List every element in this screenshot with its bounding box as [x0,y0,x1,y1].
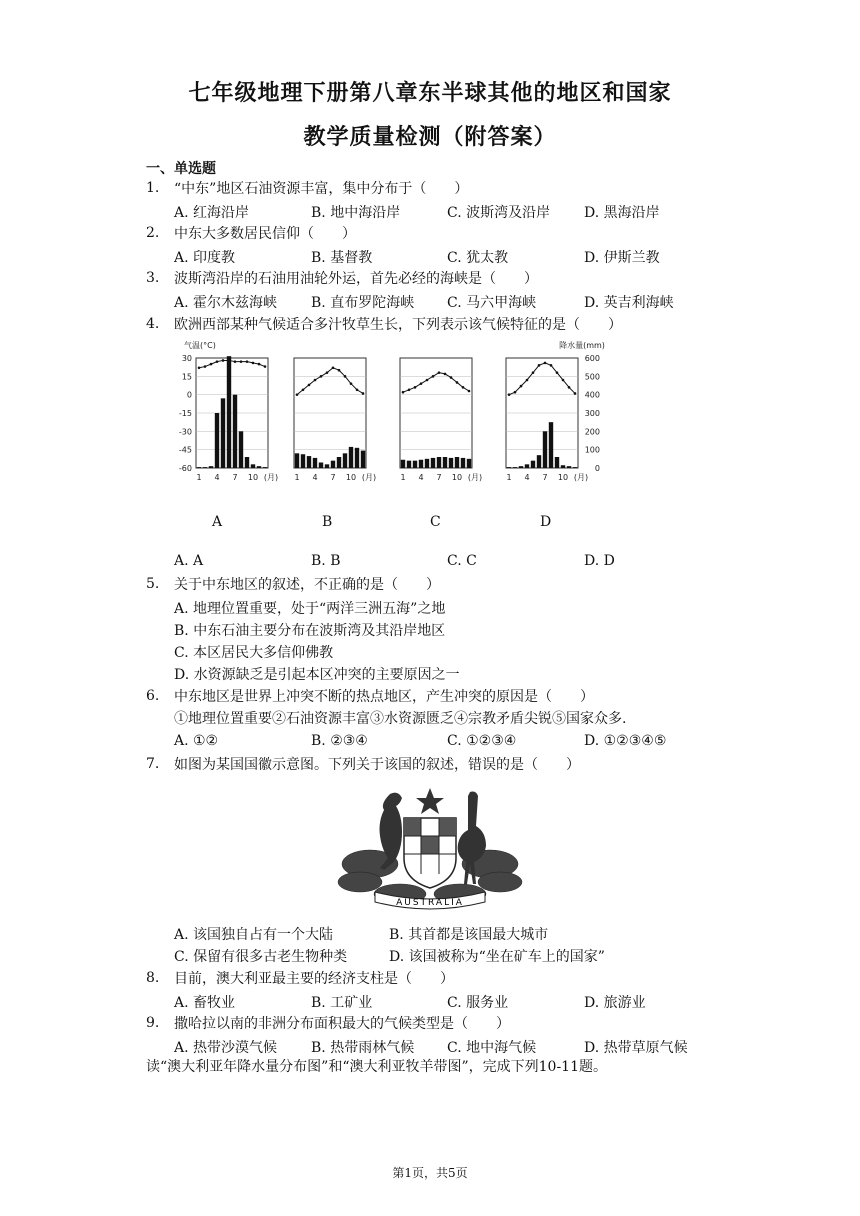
precip-bar [337,457,341,468]
precip-axis-title: 降水量(mm) [559,341,605,350]
temp-point [320,375,323,378]
temp-point [332,366,335,369]
precip-tick-label: 200 [584,427,600,437]
temp-point [204,365,207,368]
answer-option: D. 伊斯兰教 [584,250,660,266]
answer-option: C. 保留有很多古老生物种类 [174,949,348,965]
temp-point [210,363,213,366]
answer-option: A. ①② [174,733,219,749]
answer-option: C. 本区居民大多信仰佛教 [174,645,334,661]
precip-bar [573,467,577,468]
question-text: “中东”地区石油资源丰富，集中分布于（ ） [174,181,469,197]
month-tick-label: 10 [247,473,259,482]
temp-point [444,373,447,376]
answer-option: B. ②③④ [311,733,368,749]
precip-bar [263,467,267,468]
doc-title-line2: 教学质量检测（附答案） [303,124,557,150]
precip-bar [349,447,353,468]
temp-point [222,359,225,362]
answer-option: C. ①②③④ [447,733,517,749]
panel-letter-b: B [322,514,333,530]
temp-point [532,371,535,374]
question-number: 5. [146,576,160,592]
answer-option: A. 热带沙漠气候 [174,1040,278,1056]
answer-option: D. D [584,553,615,569]
temp-point [450,376,453,379]
question-text: 撒哈拉以南的非洲分布面积最大的气候类型是（ ） [174,1016,510,1032]
precip-bar [343,453,347,468]
precip-tick-label: 100 [584,445,600,455]
precip-bar [413,461,417,468]
question-number: 4. [146,316,160,332]
temp-line [199,360,265,367]
temp-point [414,386,417,389]
question-number: 1. [146,180,160,196]
temp-tick-label: -45 [178,445,192,455]
temp-point [462,386,465,389]
precip-bar [519,466,523,468]
temp-point [420,382,423,385]
temp-point [568,386,571,389]
precip-bar [431,458,435,468]
precip-bar [257,466,261,468]
question-text: 关于中东地区的叙述，不正确的是（ ） [174,577,440,593]
precip-bar [531,461,535,468]
month-unit-label: (月) [361,473,377,482]
temp-point [556,371,559,374]
answer-option: C. 马六甲海峡 [447,295,537,311]
temp-point [344,375,347,378]
temp-point [544,362,547,365]
temp-point [258,363,261,366]
answer-option: D. 旅游业 [584,995,646,1011]
month-unit-label: (月) [263,473,279,482]
answer-option: D. 水资源缺乏是引起本区冲突的主要原因之一 [174,667,460,683]
temp-point [296,393,299,396]
answer-option: B. 直布罗陀海峡 [311,295,415,311]
precip-tick-label: 600 [584,354,600,363]
precip-bar [251,464,255,468]
temp-point [216,360,219,363]
emblem-banner-text: AUSTRALIA [396,898,464,908]
temp-point [408,388,411,391]
month-tick-label: 10 [557,473,569,482]
precip-bar [449,458,453,468]
precip-bar [203,467,207,468]
temp-point [314,379,317,382]
answer-option: D. 英吉利海峡 [584,295,674,311]
precip-bar [355,448,359,468]
precip-bar [227,356,231,468]
precip-bar [325,464,329,468]
precip-bar [461,458,465,468]
temp-tick-label: -30 [178,427,192,437]
temp-point [338,369,341,372]
precip-bar [507,467,511,468]
precip-bar [313,458,317,468]
temp-point [508,393,511,396]
temp-point [562,379,565,382]
answer-option: A. 该国独自占有一个大陆 [174,927,334,943]
precip-bar [543,431,547,468]
temp-tick-label: 30 [181,354,192,363]
page-footer: 第1页，共5页 [392,1166,468,1180]
temp-point [468,390,471,393]
panel-letter-d: D [540,514,552,530]
month-tick-label: 7 [542,473,548,482]
precip-bar [555,457,559,468]
temp-point [228,359,231,362]
precip-bar [525,464,529,468]
month-tick-label: 4 [214,473,220,482]
temp-point [264,365,267,368]
question-text: 目前，澳大利亚最主要的经济支柱是（ ） [174,971,454,987]
month-tick-label: 1 [400,473,406,482]
precip-bar [361,451,365,468]
answer-option: C. 地中海气候 [447,1040,537,1056]
month-unit-label: (月) [467,473,483,482]
temp-point [362,392,365,395]
temp-point [574,392,577,395]
month-tick-label: 10 [345,473,357,482]
panel-letter-a: A [212,514,223,530]
precip-bar [455,457,459,468]
answer-option: A. 地理位置重要，处于“两洋三洲五海”之地 [174,601,446,617]
temp-point [252,362,255,365]
answer-option: B. 热带雨林气候 [311,1040,415,1056]
answer-option: C. 波斯湾及沿岸 [447,205,551,221]
precip-tick-label: 500 [584,372,600,382]
precip-bar [209,466,213,468]
precip-bar [401,460,405,468]
temp-point [550,364,553,367]
precip-bar [537,455,541,468]
precip-bar [443,457,447,468]
answer-option: A. 红海沿岸 [174,205,250,221]
temp-point [308,384,311,387]
precip-bar [221,398,225,468]
answer-option: A. A [174,553,204,569]
month-tick-label: 1 [506,473,512,482]
temp-point [356,388,359,391]
reading-note: 读“澳大利亚年降水量分布图”和“澳大利亚牧羊带图”，完成下列10-11题。 [146,1059,607,1075]
precip-bar [307,456,311,468]
temp-point [520,385,523,388]
answer-option: D. ①②③④⑤ [584,733,667,749]
precip-bar [319,463,323,469]
precip-bar [233,395,237,468]
month-tick-label: 7 [232,473,238,482]
doc-title-line1: 七年级地理下册第八章东半球其他的地区和国家 [188,80,672,106]
temp-line [509,363,575,395]
question-number: 3. [146,270,160,286]
question-text: 中东大多数居民信仰（ ） [174,226,356,242]
month-tick-label: 10 [451,473,463,482]
month-unit-label: (月) [573,473,589,482]
precip-bar [549,422,553,468]
temp-point [246,360,249,363]
answer-option: B. 基督教 [311,250,373,266]
climate-charts-figure [170,340,610,485]
month-tick-label: 4 [312,473,318,482]
answer-option: C. 犹太教 [447,250,509,266]
star-icon [416,788,444,814]
temp-line [403,373,469,393]
precip-bar [437,457,441,468]
temp-point [514,391,517,394]
temp-point [426,379,429,382]
answer-option: B. B [311,553,341,569]
question-number: 9. [146,1015,160,1031]
temp-point [538,364,541,367]
temp-tick-label: -15 [178,409,192,418]
temp-point [326,371,329,374]
answer-option: C. 服务业 [447,995,509,1011]
answer-option: C. C [447,553,477,569]
temp-point [402,391,405,394]
precip-bar [513,467,517,468]
answer-option: A. 霍尔木兹海峡 [174,295,278,311]
month-tick-label: 4 [418,473,424,482]
temp-point [456,381,459,384]
precip-tick-label: 300 [584,409,600,418]
precip-bar [295,453,299,468]
precip-bar [197,467,201,468]
temp-point [198,366,201,369]
answer-option: A. 印度教 [174,250,236,266]
temp-tick-label: -60 [178,464,192,473]
temp-point [240,360,243,363]
answer-option: D. 黑海沿岸 [584,205,660,221]
panel-letter-c: C [430,514,441,530]
month-tick-label: 1 [196,473,202,482]
shield-icon [404,818,456,888]
question-text: 波斯湾沿岸的石油用油轮外运，首先必经的海峡是（ ） [174,271,538,287]
answer-option: A. 畜牧业 [174,995,236,1011]
temp-point [350,382,353,385]
question-number: 6. [146,688,160,704]
precip-bar [561,465,565,468]
precip-bar [425,459,429,468]
question-number: 8. [146,970,160,986]
temp-tick-label: 0 [186,390,192,400]
question-text: 欧洲西部某种气候适合多汁牧草生长，下列表示该气候特征的是（ ） [174,317,622,333]
answer-option: B. 地中海沿岸 [311,205,401,221]
temp-point [432,375,435,378]
month-tick-label: 7 [436,473,442,482]
month-tick-label: 7 [330,473,336,482]
answer-option: B. 中东石油主要分布在波斯湾及其沿岸地区 [174,623,446,639]
precip-bar [245,457,249,468]
question-text: 中东地区是世界上冲突不断的热点地区，产生冲突的原因是（ ） [174,689,594,705]
precip-bar [419,460,423,468]
question-number: 2. [146,225,160,241]
temp-point [302,388,305,391]
temp-axis-title: 气温(°C) [184,341,216,350]
precip-tick-label: 0 [594,464,600,473]
precip-bar [567,466,571,468]
section-heading: 一、单选题 [146,161,216,177]
precip-bar [331,461,335,468]
temp-point [526,379,529,382]
precip-bar [301,454,305,468]
temp-point [234,360,237,363]
precip-bar [215,413,219,468]
temp-tick-label: 15 [181,372,192,382]
national-emblem-figure [330,784,530,919]
precip-tick-label: 400 [584,390,600,400]
temp-point [438,371,441,374]
answer-option: B. 其首都是该国最大城市 [389,927,549,943]
answer-option: D. 该国被称为“坐在矿车上的国家” [389,949,605,965]
month-tick-label: 1 [294,473,300,482]
question-subtext: ①地理位置重要②石油资源丰富③水资源匮乏④宗教矛盾尖锐⑤国家众多. [174,711,627,727]
precip-bar [467,459,471,468]
precip-bar [407,461,411,468]
question-text: 如图为某国国徽示意图。下列关于该国的叙述，错误的是（ ） [174,757,580,773]
answer-option: D. 热带草原气候 [584,1040,688,1056]
temp-line [297,368,363,395]
month-tick-label: 4 [524,473,530,482]
question-number: 7. [146,756,160,772]
precip-bar [239,431,243,468]
answer-option: B. 工矿业 [311,995,373,1011]
